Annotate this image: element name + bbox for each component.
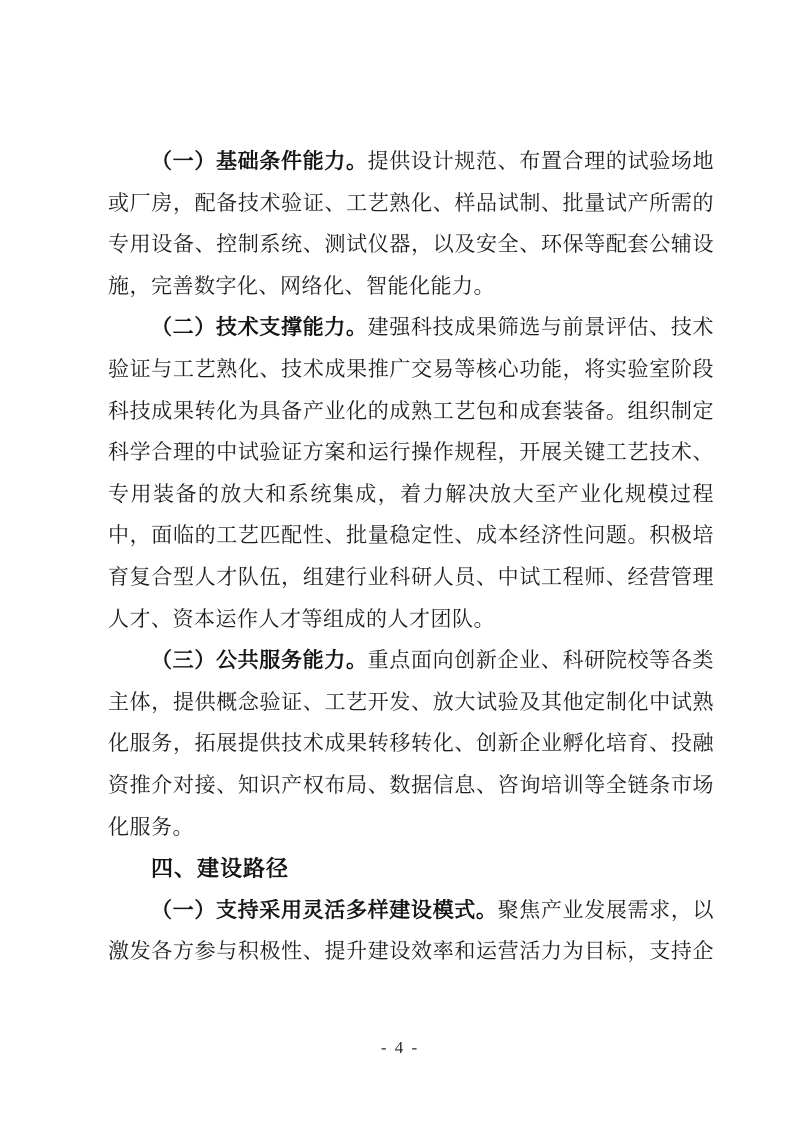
text-line: 施，完善数字化、网络化、智能化能力。: [108, 273, 495, 298]
text-line: 或厂房，配备技术验证、工艺熟化、样品试制、批量试产所需的: [108, 190, 714, 215]
text-line: 化服务。: [108, 814, 194, 839]
para-public-service-capability: [108, 640, 714, 848]
para-basic-conditions-capability: [108, 141, 714, 307]
text-line: 主体，提供概念验证、工艺开发、放大试验及其他定制化中试熟: [108, 689, 714, 714]
text-line: 中，面临的工艺匹配性、批量稳定性、成本经济性问题。积极培: [108, 523, 714, 548]
page-footer: [0, 1038, 800, 1058]
text-line: （一）基础条件能力。提供设计规范、布置合理的试验场地: [151, 149, 715, 173]
paragraph-lead: （一）基础条件能力。: [151, 149, 368, 173]
text-line: 激发各方参与积极性、提升建设效率和运营活力为目标，支持企: [108, 939, 714, 964]
para-technical-support-capability: [108, 307, 714, 640]
section-heading-construction-path: 四、建设路径: [151, 856, 290, 882]
text-line: 人才、资本运作人才等组成的人才团队。: [108, 606, 495, 631]
text-line: （一）支持采用灵活多样建设模式。聚焦产业发展需求，以: [151, 897, 715, 922]
text-line: 科学合理的中试验证方案和运行操作规程，开展关键工艺技术、: [108, 440, 714, 465]
paragraph-lead: （二）技术支撑能力。: [151, 315, 368, 340]
paragraph-lead: （三）公共服务能力。: [151, 648, 368, 673]
text-line: 专用装备的放大和系统集成，着力解决放大至产业化规模过程: [108, 481, 714, 506]
text-line: （三）公共服务能力。重点面向创新企业、科研院校等各类: [151, 648, 715, 673]
document-body: [108, 141, 714, 973]
para-flexible-construction-modes: [108, 890, 714, 973]
paragraph-lead: （一）支持采用灵活多样建设模式。: [151, 897, 498, 922]
text-line: 验证与工艺熟化、技术成果推广交易等核心功能，将实验室阶段: [108, 356, 714, 381]
text-line: 育复合型人才队伍，组建行业科研人员、中试工程师、经营管理: [108, 564, 714, 589]
text-line: 化服务，拓展提供技术成果转移转化、创新企业孵化培育、投融: [108, 731, 714, 756]
text-line: 科技成果转化为具备产业化的成熟工艺包和成套装备。组织制定: [108, 398, 714, 423]
text-line: （二）技术支撑能力。建强科技成果筛选与前景评估、技术: [151, 315, 715, 340]
text-line: 专用设备、控制系统、测试仪器，以及安全、环保等配套公辅设: [108, 232, 714, 257]
text-line: 资推介对接、知识产权布局、数据信息、咨询培训等全链条市场: [108, 772, 714, 797]
page-number: - 4 -: [380, 1038, 420, 1057]
